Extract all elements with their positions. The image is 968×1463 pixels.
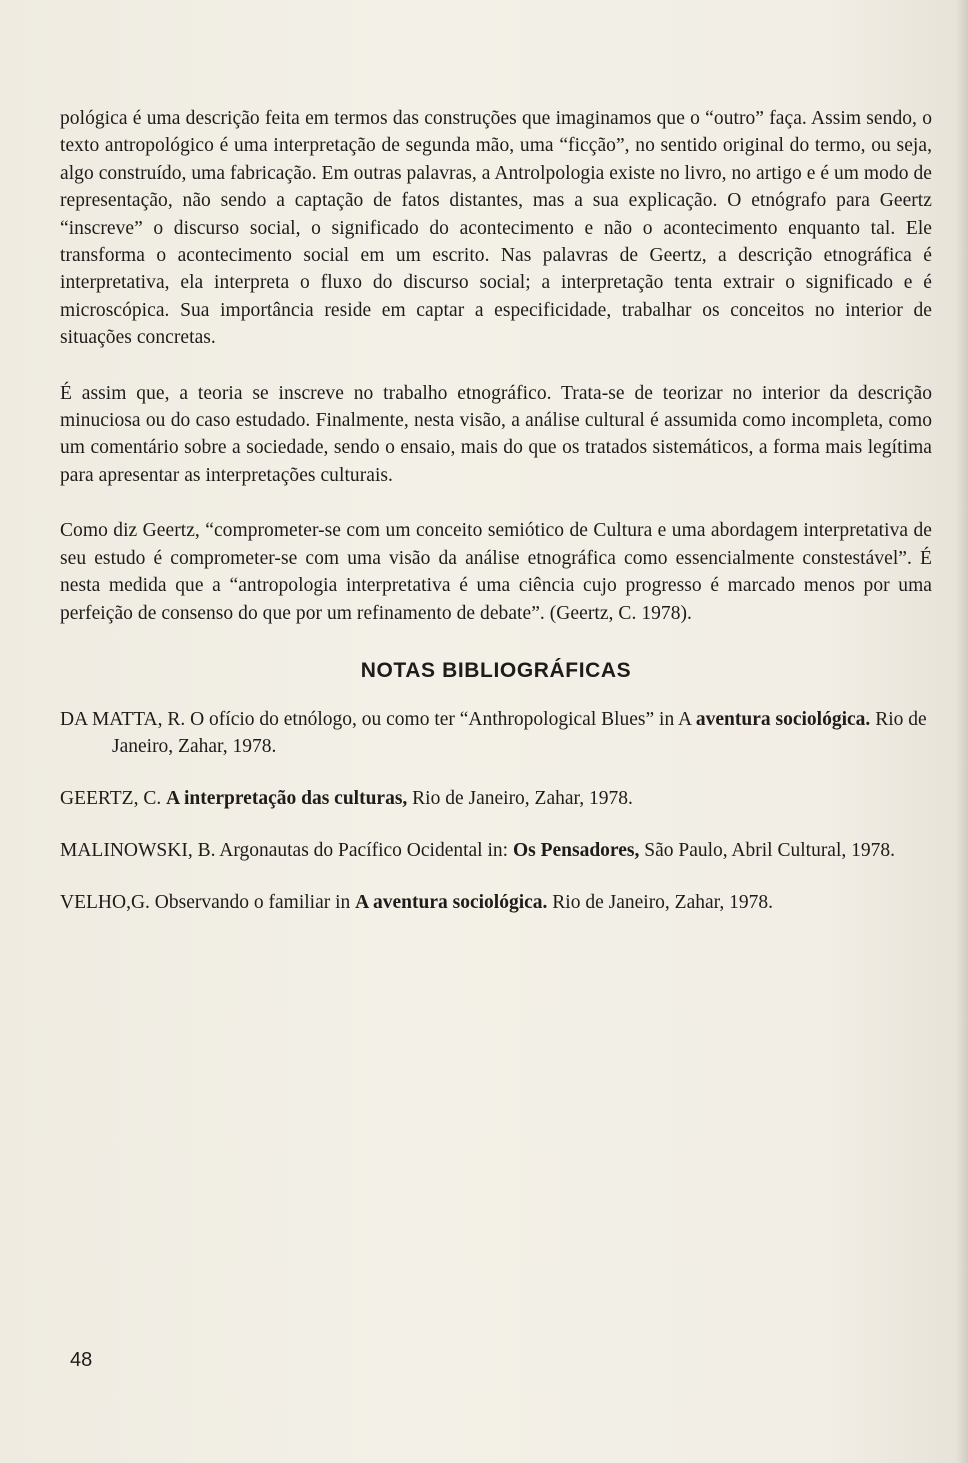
page-edge-shadow xyxy=(956,0,968,1463)
paragraph-3: Como diz Geertz, “comprometer-se com um conceito semiótico de Cultura e uma abordagem interpretativa de seu estudo é comprometer-se com uma visão da análise etnográfica como essencialmente constestável”. É nesta medida que a “antropologia interpretativa é uma ciência cujo progresso é marcado menos por uma perfeição de consenso do que por um refinamento de debate”. (Geertz, C. 1978). xyxy=(60,520,932,624)
reference-title: A aventura sociológica. xyxy=(355,891,548,913)
paragraph-1: pológica é uma descrição feita em termos das construções que imaginamos que o “outro” faça. Assim sendo, o texto antropológico é uma interpretação de segunda mão, uma “ficção”, no sentido original do termo, ou seja, algo construído, uma fabricação. Em outras palavras, a Antrolpologia existe no livro, no artigo e é um modo de representação, não sendo a captação de fatos distantes, mas a sua explicação. O etnógrafo para Geertz “inscreve” o discurso social, o significado do acontecimento e não o acontecimento enquanto tal. Ele transforma o acontecimento social em um escrito. Nas palavras de Geertz, a descrição etnográfica é interpretativa, ela interpreta o fluxo do discurso social; a interpretação tenta extrair o significado e é microscópica. Sua importância reside em captar a especificidade, trabalhar os conceitos no interior de situações concretas. xyxy=(60,108,932,349)
references-list xyxy=(60,706,932,916)
reference-item xyxy=(60,785,932,812)
reference-item xyxy=(60,706,932,760)
reference-text: DA MATTA, R. O ofício do etnólogo, ou como ter “Anthropological Blues” in A xyxy=(60,708,696,730)
reference-publication: Rio de Janeiro, Zahar, 1978. xyxy=(407,787,633,809)
reference-title: Os Pensadores, xyxy=(512,839,640,861)
reference-item xyxy=(60,837,932,864)
page-content xyxy=(60,105,932,941)
reference-text: VELHO,G. Observando o familiar in xyxy=(60,891,356,913)
page-number: 48 xyxy=(70,1349,93,1371)
reference-publication: Rio de Janeiro, Zahar, 1978. xyxy=(112,708,927,757)
reference-text: MALINOWSKI, B. Argonautas do Pacífico Ocidental in: xyxy=(60,839,513,861)
section-title: NOTAS BIBLIOGRÁFICAS xyxy=(360,658,632,682)
reference-publication: São Paulo, Abril Cultural, 1978. xyxy=(639,839,896,861)
reference-text: GEERTZ, C. xyxy=(60,787,167,809)
reference-item xyxy=(60,889,932,916)
reference-publication: Rio de Janeiro, Zahar, 1978. xyxy=(547,891,773,913)
paragraph-2: É assim que, a teoria se inscreve no trabalho etnográfico. Trata-se de teorizar no interior da descrição minuciosa ou do caso estudado. Finalmente, nesta visão, a análise cultural é assumida como incompleta, como um comentário sobre a sociedade, sendo o ensaio, mais do que os tratados sistemáticos, a forma mais legítima para apresentar as interpretações culturais. xyxy=(60,382,932,486)
reference-title: aventura sociológica. xyxy=(695,708,871,730)
reference-title: A interpretação das culturas, xyxy=(166,787,408,809)
